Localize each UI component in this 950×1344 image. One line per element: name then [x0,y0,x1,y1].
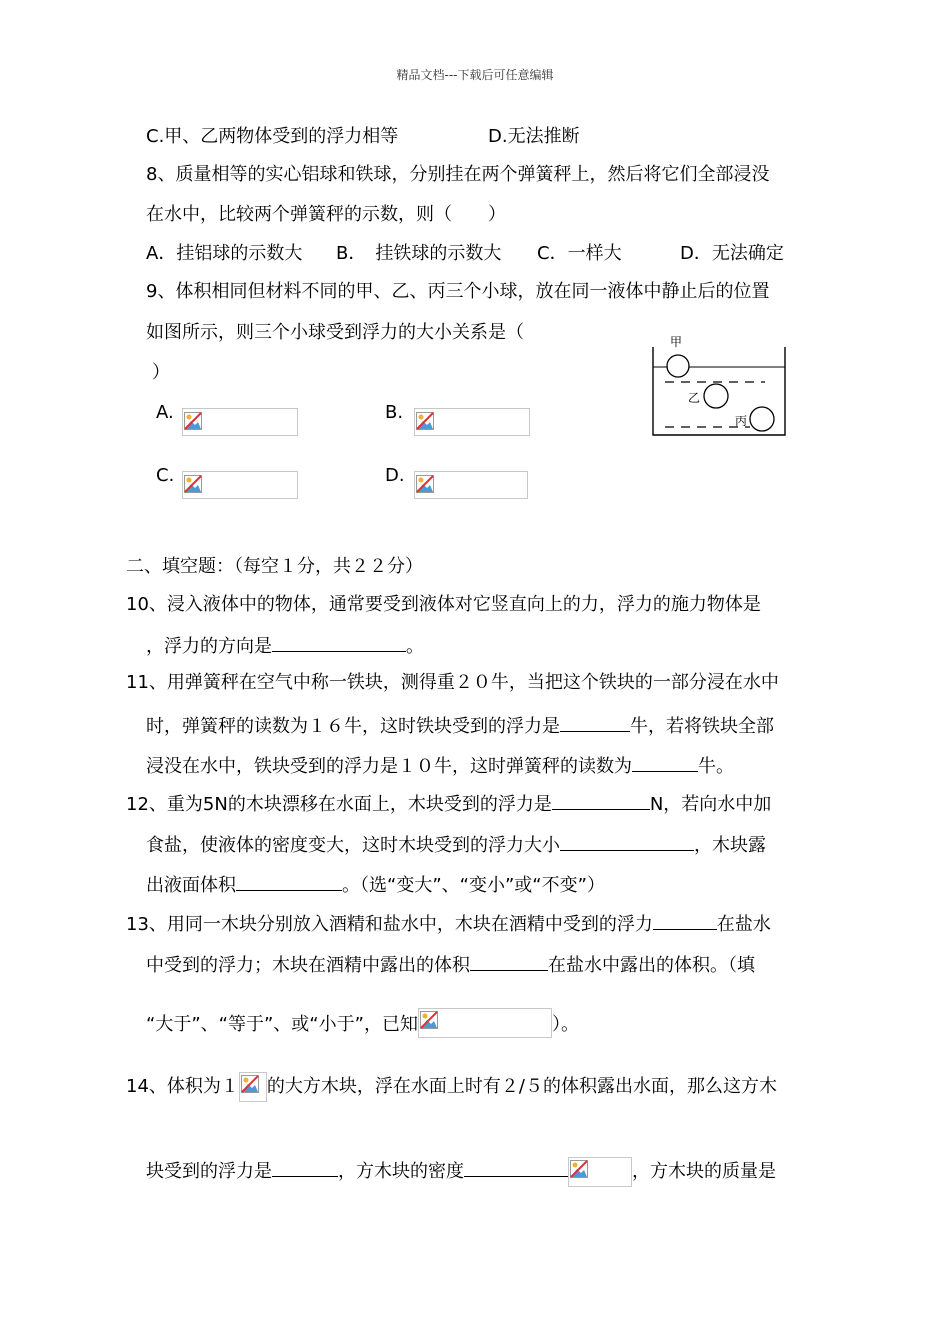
q7-option-c: C.甲、乙两物体受到的浮力相等 [146,126,399,147]
ball-jia [667,355,689,377]
q11-line-2b: 牛，若将铁块全部 [630,716,774,737]
q10-line-2a: ，浮力的方向是 [146,636,272,657]
q8-option-b: B． 挂铁球的示数大 [336,243,502,264]
ball-yi [704,384,728,408]
q9-option-b-image [414,408,530,436]
section-2-title: 二、填空题：（每空１分，共２２分） [126,556,423,577]
broken-image-icon [416,412,434,430]
q14-line-2a: 块受到的浮力是 [146,1161,272,1182]
label-jia: 甲 [670,335,683,349]
q14-unit-image [239,1072,267,1102]
q14-line-2 [146,1157,776,1187]
q11-line-3 [146,753,734,779]
q13-line-2a: 中受到的浮力；木块在酒精中露出的体积 [146,955,470,976]
q13-formula-image [418,1008,552,1038]
q9-option-a-label: A. [156,402,174,423]
q14-blank-buoyancy[interactable] [272,1158,338,1177]
q9-option-a-image [182,408,298,436]
q13-line-3 [146,1012,579,1038]
q13-line-1 [126,911,771,937]
q12-blank-buoyancy[interactable] [552,791,650,810]
q12-line-2 [146,832,766,858]
q11-blank-buoyancy[interactable] [560,713,630,732]
q14-density-unit-image [568,1157,632,1187]
q13-line-2 [146,952,755,978]
q9-option-c-label: C. [156,465,175,486]
q10-line-1: 10、浸入液体中的物体，通常要受到液体对它竖直向上的力，浮力的施力物体是 [126,594,761,615]
q14-line-1 [126,1072,777,1102]
q11-line-1: 11、用弹簧秤在空气中称一铁块，测得重２０牛，当把这个铁块的一部分浸在水中 [126,672,779,693]
q12-line-2b: ，木块露 [694,835,766,856]
page-header: 精品文档---下载后可任意编辑 [396,68,554,82]
q11-line-2 [146,713,774,739]
q14-line-2b: ，方木块的密度 [338,1161,464,1182]
q10-line-2 [146,633,424,659]
q8-option-a: A．挂铝球的示数大 [146,243,303,264]
q8-option-c: C．一样大 [537,243,622,264]
q11-line-2a: 时，弹簧秤的读数为１６牛，这时铁块受到的浮力是 [146,716,560,737]
q8-line-2: 在水中，比较两个弹簧秤的示数，则（ ） [146,204,506,225]
broken-image-icon [241,1075,259,1093]
q12-line-3b: 。（选“变大”、“变小”或“不变”） [342,875,605,896]
q13-line-3b: ）。 [551,1014,579,1035]
q13-line-2b: 在盐水中露出的体积。（填 [548,955,755,976]
q9-line-3: ） [152,362,170,383]
q13-line-1b: 在盐水 [716,914,771,935]
broken-image-icon [570,1160,588,1178]
q12-line-1b: N，若向水中加 [649,794,772,815]
q13-line-1a: 13、用同一木块分别放入酒精和盐水中，木块在酒精中受到的浮力 [126,914,653,935]
broken-image-icon [184,412,202,430]
q14-line-1b: 的大方木块，浮在水面上时有２/５的体积露出水面，那么这方木 [266,1076,777,1097]
q11-line-3a: 浸没在水中，铁块受到的浮力是１０牛，这时弹簧秤的读数为 [146,756,632,777]
q9-option-b-label: B. [385,402,404,423]
label-bing: 丙 [735,414,748,428]
q9-option-d-label: D. [385,465,405,486]
buoyancy-diagram [640,330,800,445]
q12-line-2a: 食盐，使液体的密度变大，这时木块受到的浮力大小 [146,835,560,856]
label-yi: 乙 [688,391,701,405]
broken-image-icon [416,475,434,493]
ball-bing [750,407,774,431]
q11-line-3b: 牛。 [698,756,734,777]
q12-line-1 [126,791,771,817]
q11-blank-reading[interactable] [632,753,698,772]
q9-line-2: 如图所示，则三个小球受到浮力的大小关系是（ [146,322,524,343]
q13-line-3a: “大于”、“等于”、或“小于”，已知 [146,1014,418,1035]
q9-line-1: 9、体积相同但材料不同的甲、乙、丙三个小球，放在同一液体中静止后的位置 [146,281,770,302]
q14-line-1a: 14、体积为１ [126,1076,239,1097]
q12-line-3a: 出液面体积 [146,875,236,896]
q10-blank-direction[interactable] [272,633,406,652]
q7-option-d: D.无法推断 [488,126,580,147]
q9-option-c-image [182,471,298,499]
q13-blank-volume-compare[interactable] [470,952,548,971]
q14-blank-density[interactable] [464,1158,568,1177]
q8-line-1: 8、质量相等的实心铝球和铁球，分别挂在两个弹簧秤上，然后将它们全部浸没 [146,164,770,185]
q10-line-2b: 。 [406,636,424,657]
q12-line-1a: 12、重为5N的木块漂移在水面上，木块受到的浮力是 [126,794,552,815]
q12-line-3 [146,872,605,898]
q12-blank-volume[interactable] [236,872,342,891]
broken-image-icon [184,475,202,493]
q8-option-d: D．无法确定 [680,243,784,264]
q12-blank-change[interactable] [560,832,694,851]
q13-blank-buoyancy-compare[interactable] [653,911,717,930]
broken-image-icon [420,1011,438,1029]
q9-option-d-image [414,471,528,499]
q14-line-2c: ，方木块的质量是 [632,1161,776,1182]
